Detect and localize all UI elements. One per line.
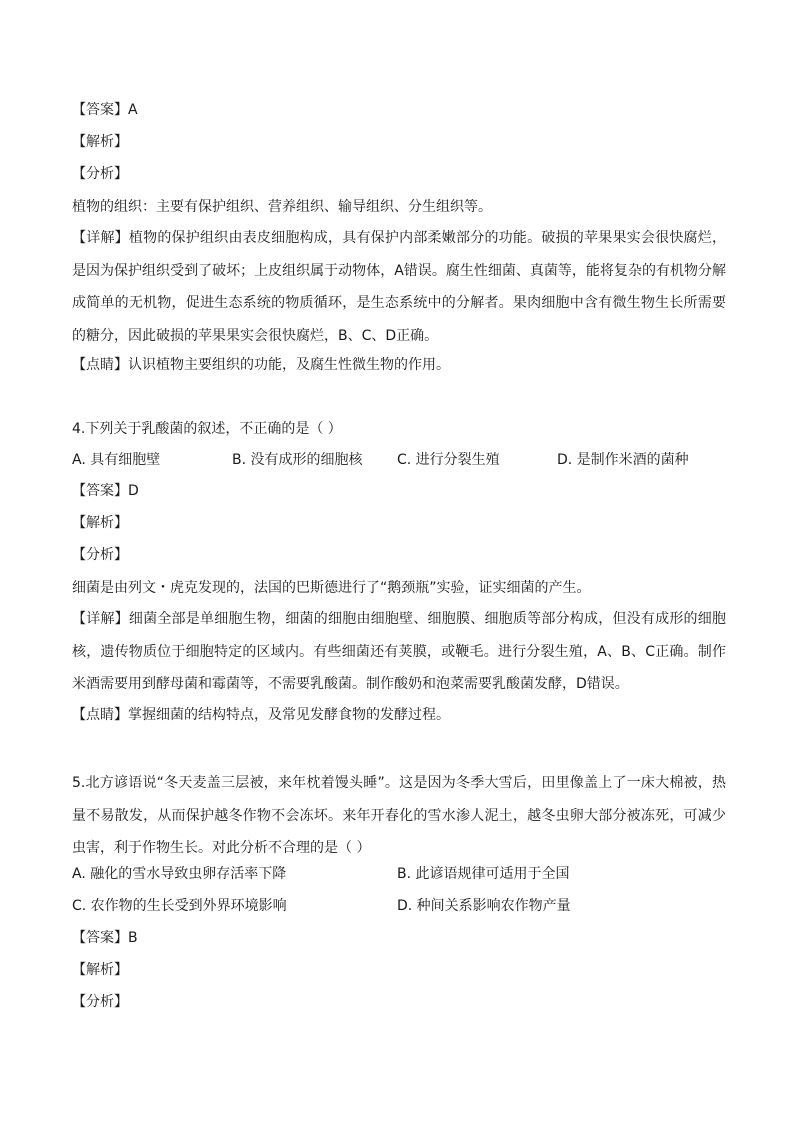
analysis-label: 【解析】: [72, 962, 128, 978]
intro-text: 细菌是由列文・虎克发现的，法国的巴斯德进行了“鹅颈瓶”实验，证实细菌的产生。: [72, 580, 591, 596]
question-5-options-row1: [72, 864, 732, 884]
fenxi-label: 【分析】: [72, 547, 128, 563]
option-a: A. 融化的雪水导致虫卵存活率下降: [72, 866, 287, 882]
question-5-options-row2: [72, 896, 732, 916]
answer-label: 【答案】A: [72, 102, 138, 118]
detail-text: 细菌全部是单细胞生物，细菌的细胞由细胞壁、细胞膜、细胞质等部分构成，但没有成形的细胞核，遗传物质位于细胞特定的区域内。有些细菌还有荚膜，或鞭毛。进行分裂生殖，A、B、C正确。制作米酒需要用到酵母菌和霉菌等，不需要乳酸菌。制作酸奶和泡菜需要乳酸菌发酵，D错误。: [72, 611, 726, 692]
question-5: 5.北方谚语说“冬天麦盖三层被，来年枕着馒头睡”。这是因为冬季大雪后，田里像盖上了一床大棉被，热量不易散发，从而保护越冬作物不会冻坏。来年开春化的雪水渗人泥土，越冬虫卵大部分被冻死，可减少虫害，利于作物生长。对此分析不合理的是（ ）: [72, 775, 726, 856]
detail-paragraph: [72, 222, 726, 352]
option-b: B. 没有成形的细胞核: [232, 452, 363, 468]
detail-label: 【详解】: [72, 230, 129, 246]
detail-paragraph: [72, 603, 726, 701]
question-4: 4.下列关于乳酸菌的叙述，不正确的是（ ）: [72, 421, 342, 437]
dianjing-text: 【点睛】认识植物主要组织的功能，及腐生性微生物的作用。: [72, 357, 450, 373]
option-b: B. 此谚语规律可适用于全国: [397, 866, 570, 882]
analysis-label: 【解析】: [72, 134, 128, 150]
answer-label: 【答案】D: [72, 483, 139, 499]
option-a: A. 具有细胞壁: [72, 452, 161, 468]
analysis-label: 【解析】: [72, 515, 128, 531]
detail-text: 植物的保护组织由表皮细胞构成，具有保护内部柔嫩部分的功能。破损的苹果果实会很快腐烂，是因为保护组织受到了破坏；上皮组织属于动物体，A错误。腐生性细菌、真菌等，能将复杂的有机物分解成简单的无机物，促进生态系统的物质循环，是生态系统中的分解者。果肉细胞中含有微生物生长所需要的糖分，因此破损的苹果果实会很快腐烂，B、C、D正确。: [72, 230, 726, 344]
fenxi-label: 【分析】: [72, 166, 128, 182]
option-c: C. 进行分裂生殖: [397, 452, 500, 468]
answer-label: 【答案】B: [72, 930, 138, 946]
option-d: D. 是制作米酒的菌种: [557, 452, 689, 468]
option-d: D. 种间关系影响农作物产量: [397, 898, 571, 914]
intro-text: 植物的组织：主要有保护组织、营养组织、输导组织、分生组织等。: [72, 199, 492, 215]
option-c: C. 农作物的生长受到外界环境影响: [72, 898, 287, 914]
detail-label: 【详解】: [72, 611, 129, 627]
question-4-options: [72, 450, 732, 470]
dianjing-text: 【点睛】掌握细菌的结构特点，及常见发酵食物的发酵过程。: [72, 707, 450, 723]
fenxi-label: 【分析】: [72, 994, 128, 1010]
